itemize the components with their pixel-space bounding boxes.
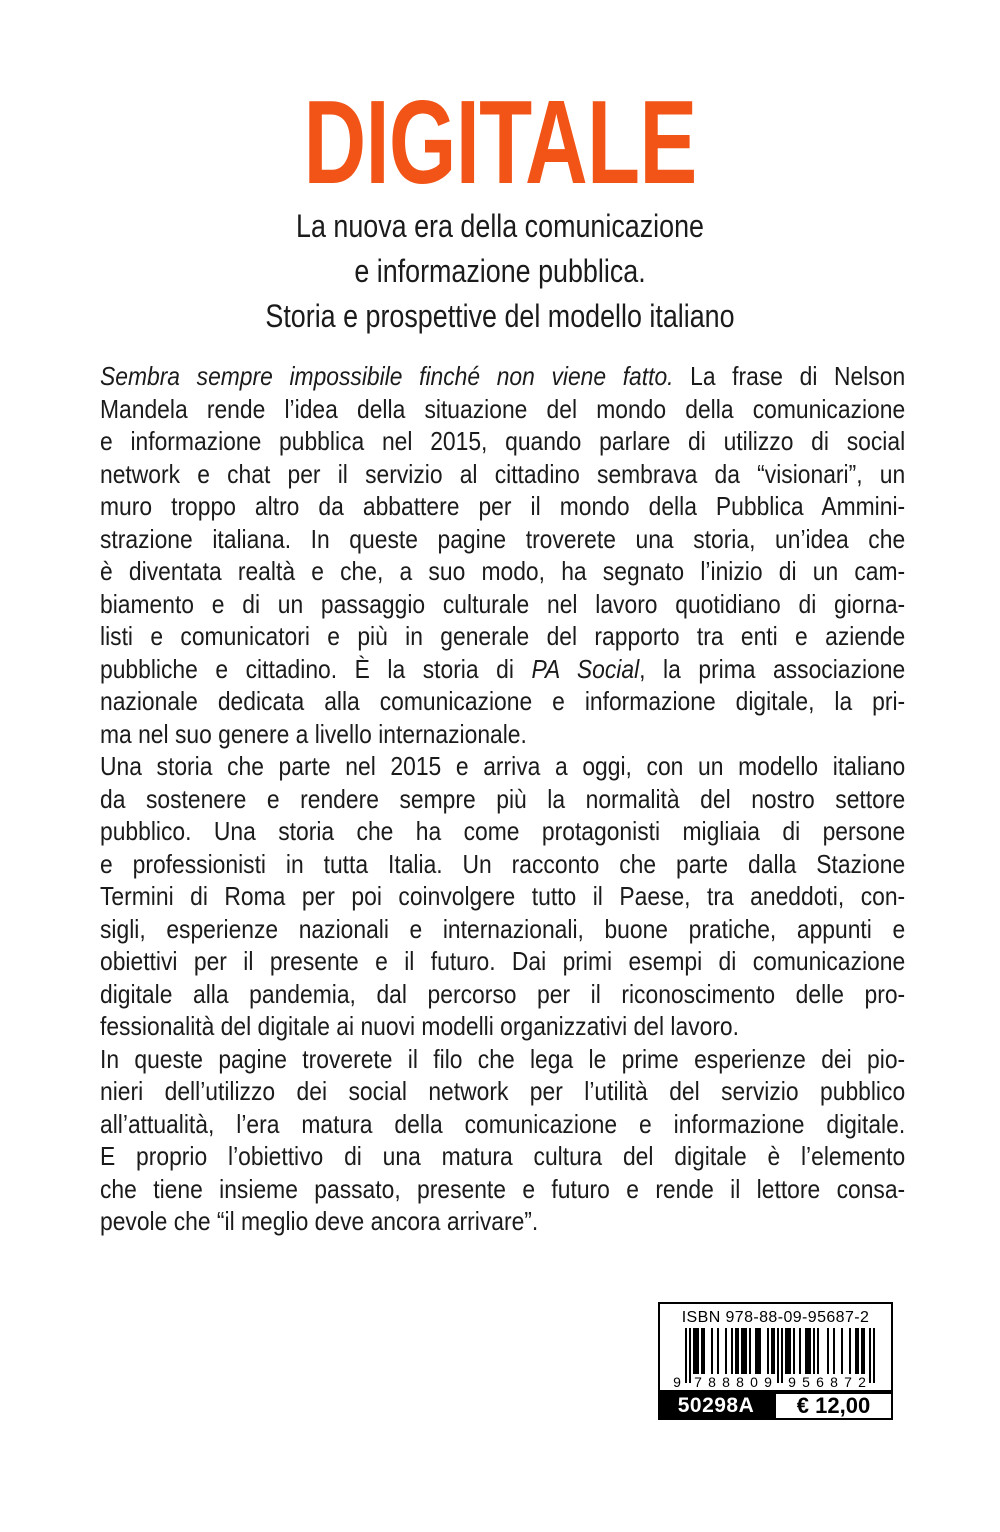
ean13-bars bbox=[671, 1328, 881, 1390]
body-line bbox=[100, 588, 905, 621]
italic-text: PA Social bbox=[531, 653, 640, 684]
body-line bbox=[100, 1205, 905, 1238]
body-line bbox=[100, 913, 905, 946]
text-run: E proprio l’obiettivo di una matura cultura del digitale è l’elemento bbox=[100, 1141, 906, 1171]
body-line bbox=[100, 360, 905, 393]
body-line bbox=[100, 1043, 905, 1076]
back-cover-blurb bbox=[100, 360, 905, 1238]
text-run: sigli, esperienze nazionali e internazionali, buone pratiche, appunti e bbox=[100, 913, 906, 944]
body-line bbox=[100, 750, 905, 783]
book-subtitle bbox=[80, 204, 920, 339]
body-line bbox=[100, 718, 905, 751]
body-line bbox=[100, 978, 905, 1011]
svg-text:8: 8 bbox=[721, 1374, 730, 1390]
subtitle-line: e informazione pubblica. bbox=[354, 253, 646, 289]
svg-text:8: 8 bbox=[829, 1374, 838, 1390]
text-run: listi e comunicatori e più in generale del rapporto tra enti e aziende bbox=[100, 621, 906, 651]
body-line bbox=[100, 880, 905, 913]
svg-text:2: 2 bbox=[857, 1374, 866, 1390]
svg-text:8: 8 bbox=[707, 1374, 716, 1390]
barcode-block bbox=[658, 1302, 893, 1420]
body-line bbox=[100, 1010, 905, 1043]
edition-code-badge: 50298A bbox=[658, 1392, 774, 1420]
body-line bbox=[100, 848, 905, 881]
text-run: pevole che “il meglio deve ancora arrivare”. bbox=[100, 1206, 539, 1236]
svg-text:0: 0 bbox=[749, 1374, 758, 1390]
body-line bbox=[100, 783, 905, 816]
text-run: ma nel suo genere a livello internazionale. bbox=[100, 718, 527, 749]
body-line bbox=[100, 523, 905, 556]
body-line bbox=[100, 490, 905, 523]
text-run: e professionisti in tutta Italia. Un racconto che parte dalla Stazione bbox=[100, 848, 906, 879]
price-label: € 12,00 bbox=[774, 1392, 893, 1420]
svg-text:7: 7 bbox=[693, 1374, 702, 1390]
text-run: , la prima associazione bbox=[639, 653, 906, 684]
svg-text:6: 6 bbox=[815, 1374, 824, 1390]
svg-text:9: 9 bbox=[763, 1374, 772, 1390]
body-line bbox=[100, 685, 905, 718]
italic-text: Sembra sempre impossibile finché non viene fatto. bbox=[100, 361, 674, 391]
text-run: Termini di Roma per poi coinvolgere tutto il Paese, tra aneddoti, con- bbox=[100, 881, 906, 911]
text-run: che tiene insieme passato, presente e futuro e rende il lettore consa- bbox=[100, 1173, 906, 1204]
body-line bbox=[100, 393, 905, 426]
text-run: Mandela rende l’idea della situazione del mondo della comunicazione bbox=[100, 393, 906, 424]
text-run: obiettivi per il presente e il futuro. Dai primi esempi di comunicazione bbox=[100, 946, 906, 976]
text-run: biamento e di un passaggio culturale nel lavoro quotidiano di giorna- bbox=[100, 588, 906, 619]
text-run: e informazione pubblica nel 2015, quando parlare di utilizzo di social bbox=[100, 426, 906, 456]
text-run: nieri dell’utilizzo dei social network per l’utilità del servizio pubblico bbox=[100, 1076, 906, 1106]
body-line bbox=[100, 1108, 905, 1141]
text-run: strazione italiana. In queste pagine troverete una storia, un’idea che bbox=[100, 523, 906, 554]
subtitle-line: La nuova era della comunicazione bbox=[296, 208, 704, 244]
isbn-label: ISBN 978-88-09-95687-2 bbox=[681, 1309, 870, 1326]
body-line bbox=[100, 653, 905, 686]
text-run: pubblico. Una storia che ha come protagonisti migliaia di persone bbox=[100, 816, 906, 846]
isbn-box bbox=[658, 1302, 893, 1392]
body-line bbox=[100, 1140, 905, 1173]
book-title: DIGITALE bbox=[303, 76, 697, 209]
svg-text:8: 8 bbox=[735, 1374, 744, 1390]
subtitle-line: Storia e prospettive del modello italiano bbox=[265, 298, 735, 334]
body-line bbox=[100, 555, 905, 588]
body-line bbox=[100, 458, 905, 491]
body-line bbox=[100, 620, 905, 653]
svg-text:9: 9 bbox=[787, 1374, 796, 1390]
text-run: network e chat per il servizio al cittadino sembrava da “visionari”, un bbox=[100, 458, 906, 489]
body-line bbox=[100, 815, 905, 848]
body-line bbox=[100, 1075, 905, 1108]
body-line bbox=[100, 425, 905, 458]
body-line bbox=[100, 945, 905, 978]
text-run: fessionalità del digitale ai nuovi modelli organizzativi del lavoro. bbox=[100, 1011, 740, 1041]
text-run: In queste pagine troverete il filo che lega le prime esperienze dei pio- bbox=[100, 1043, 906, 1074]
text-run: Una storia che parte nel 2015 e arriva a oggi, con un modello italiano bbox=[100, 751, 906, 781]
text-run: è diventata realtà e che, a suo modo, ha segnato l’inizio di un cam- bbox=[100, 556, 906, 586]
text-run: nazionale dedicata alla comunicazione e informazione digitale, la pri- bbox=[100, 686, 906, 716]
svg-text:5: 5 bbox=[801, 1374, 810, 1390]
svg-text:7: 7 bbox=[843, 1374, 852, 1390]
text-run: pubbliche e cittadino. È la storia di bbox=[100, 653, 532, 684]
text-run: digitale alla pandemia, dal percorso per il riconoscimento delle pro- bbox=[100, 978, 906, 1009]
price-row bbox=[658, 1392, 893, 1420]
text-run: da sostenere e rendere sempre più la normalità del nostro settore bbox=[100, 783, 906, 814]
text-run: La frase di Nelson bbox=[673, 361, 906, 391]
text-run: all’attualità, l’era matura della comunicazione e informazione digitale. bbox=[100, 1108, 906, 1139]
ean13-barcode bbox=[660, 1328, 891, 1392]
svg-text:9: 9 bbox=[672, 1374, 681, 1390]
body-line bbox=[100, 1173, 905, 1206]
text-run: muro troppo altro da abbattere per il mondo della Pubblica Ammini- bbox=[100, 491, 906, 521]
